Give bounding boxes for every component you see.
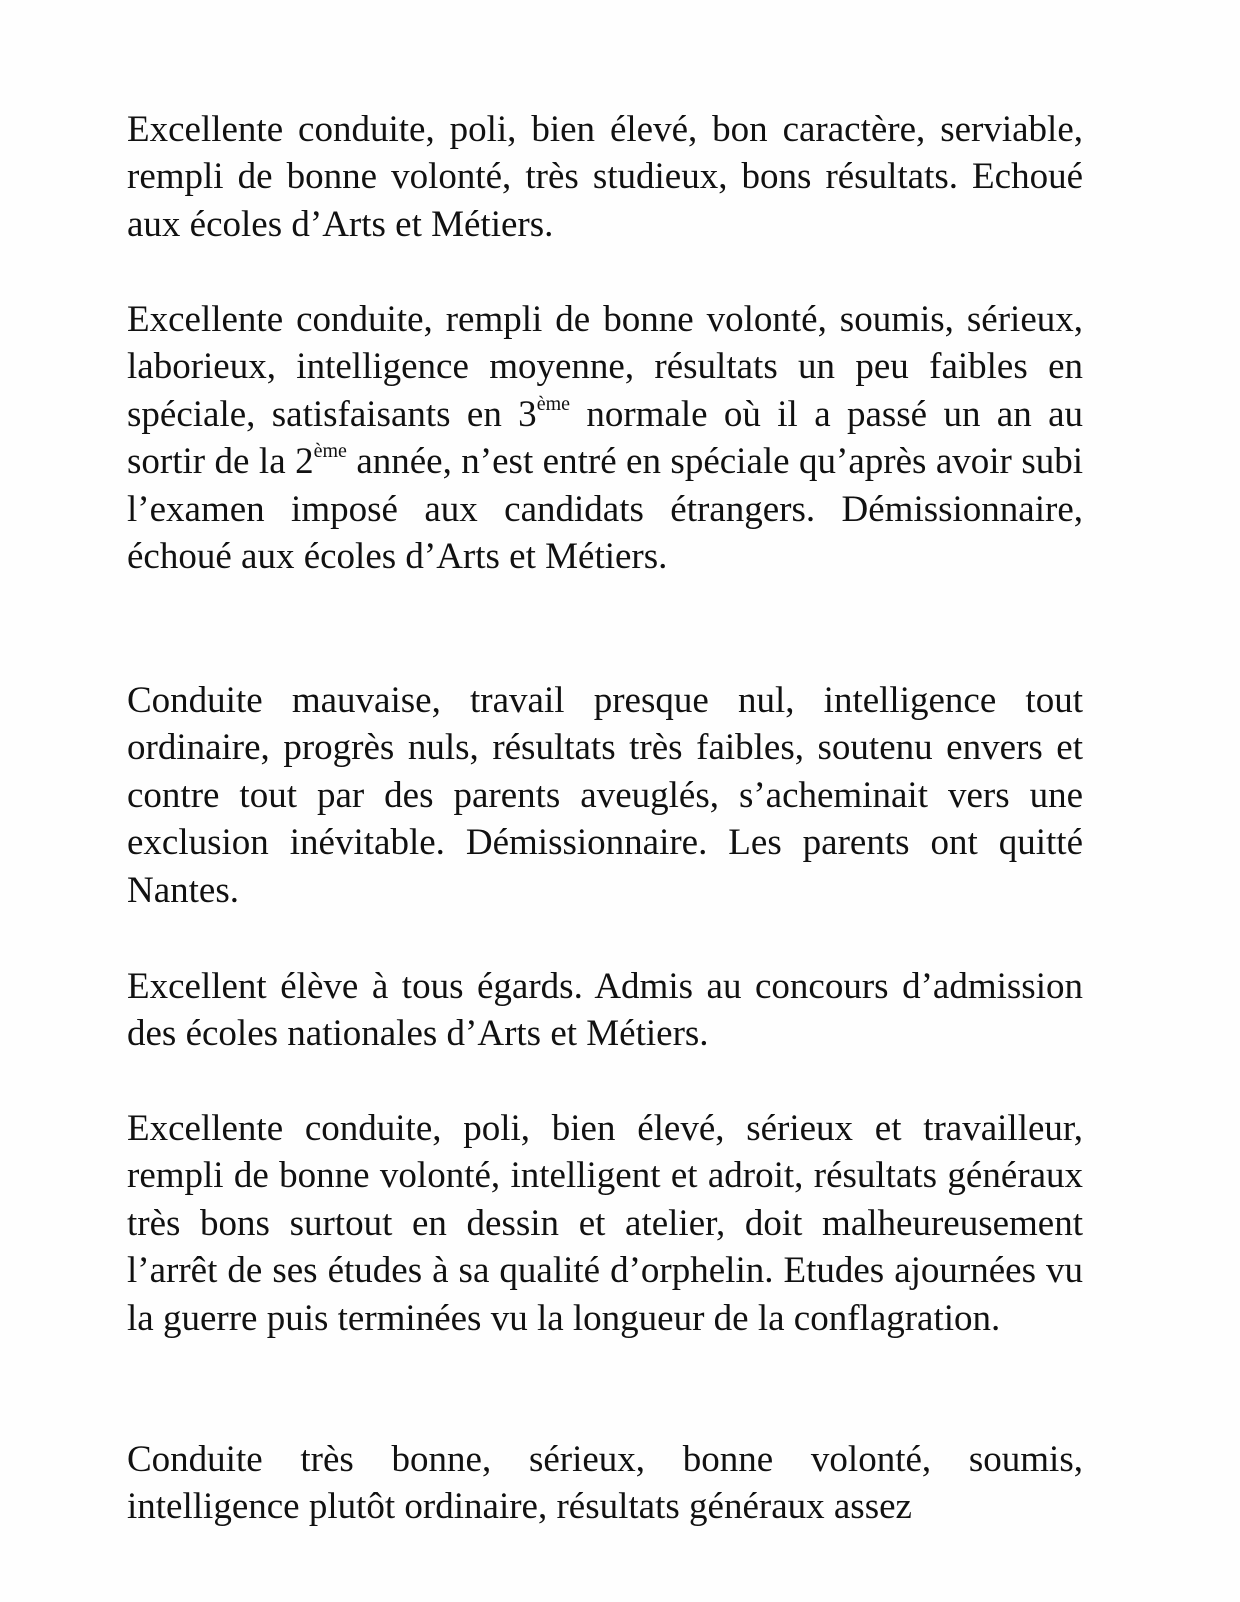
paragraph-6: Conduite très bonne, sérieux, bonne volonté, soumis, intelligence plutôt ordinaire, résultats généraux assez — [127, 1439, 1083, 1528]
paragraph-3: Conduite mauvaise, travail presque nul, intelligence tout ordinaire, progrès nuls, résultats très faibles, soutenu envers et contre tout par des parents aveuglés, s’acheminait vers une exclusion inévitable. Démissionnaire. Les parents ont quitté Nantes. — [127, 680, 1083, 911]
paragraph-1: Excellente conduite, poli, bien élevé, bon caractère, serviable, rempli de bonne volonté, très studieux, bons résultats. Echoué aux écoles d’Arts et Métiers. — [127, 109, 1083, 245]
paragraph-4: Excellent élève à tous égards. Admis au concours d’admission des écoles nationales d’Arts et Métiers. — [127, 966, 1083, 1055]
ordinal-suffix-1: ème — [536, 392, 570, 415]
ordinal-suffix-2: ème — [313, 440, 347, 463]
paragraph-2-part-3: année, n’est entré en spéciale qu’après avoir subi l’examen imposé aux candidats étrangers. Démissionnaire, échoué aux écoles d’Arts et Métiers. — [127, 441, 1084, 578]
paragraph-2-part-1: Excellente conduite, rempli de bonne volonté, soumis, sérieux, laborieux, intelligence moyenne, résultats un peu faibles en spéciale, satisfaisants en 3 — [127, 299, 1083, 435]
paragraph-5: Excellente conduite, poli, bien élevé, sérieux et travailleur, rempli de bonne volonté, intelligent et adroit, résultats généraux très bons surtout en dessin et atelier, doit malheureusement l’arrêt de ses études à sa qualité d’orphelin. Etudes ajournées vu la guerre puis terminées vu la longueur de la conflagration. — [127, 1108, 1083, 1339]
paragraph-2 — [127, 296, 1083, 580]
paragraph-2-part-2: normale où il a passé un an au sortir de la 2 — [127, 393, 1084, 483]
